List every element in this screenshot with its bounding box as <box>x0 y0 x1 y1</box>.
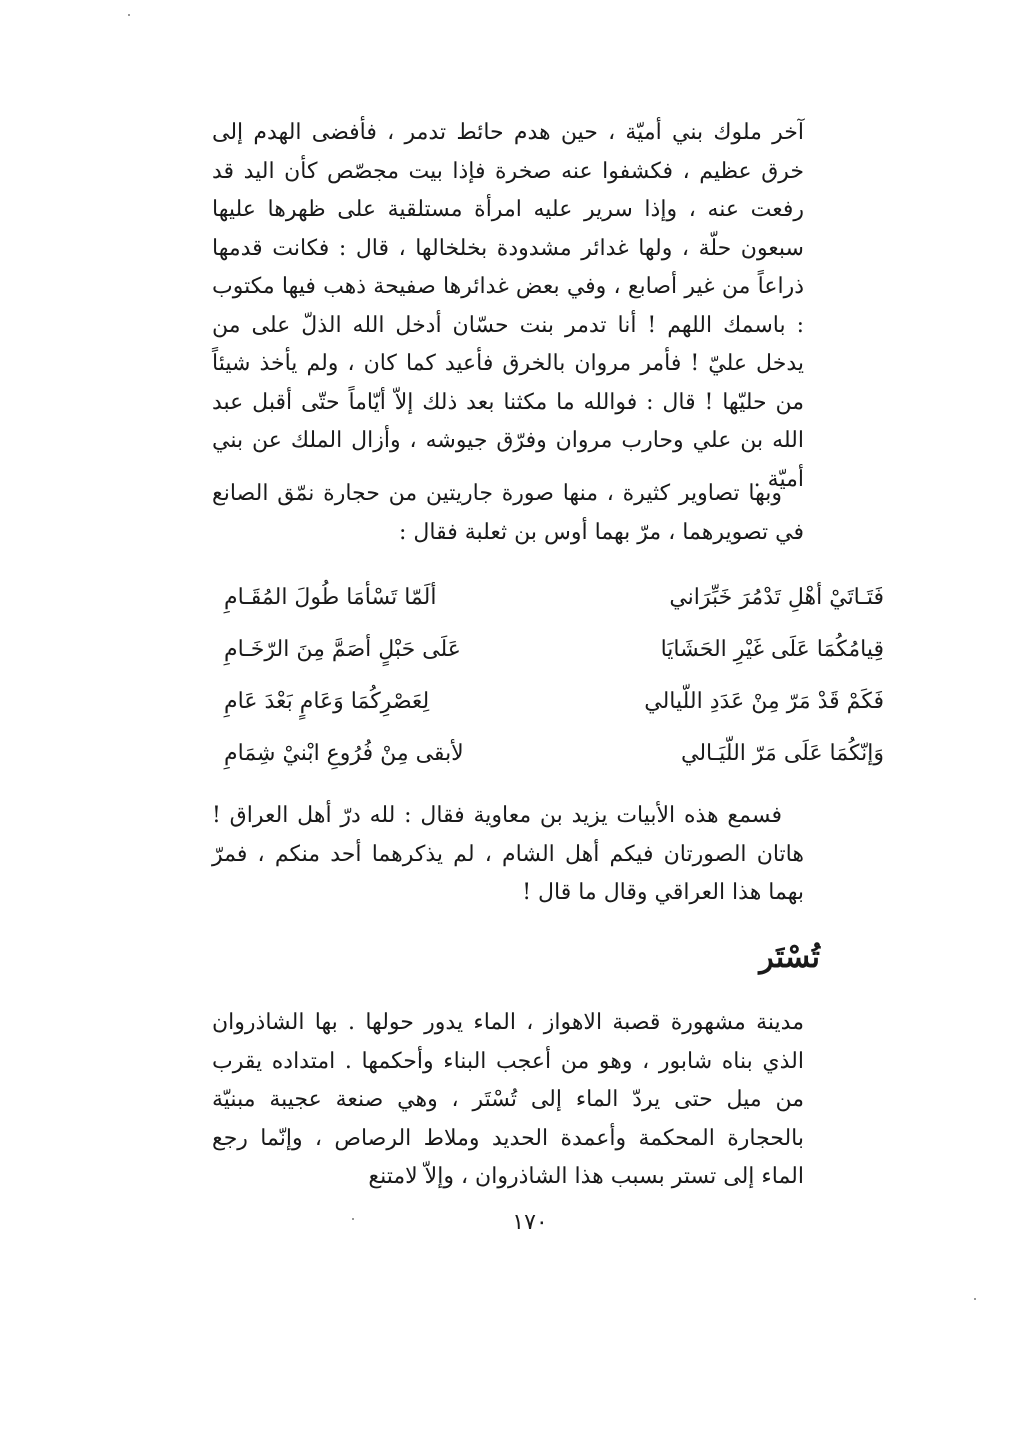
paragraph-tadmur-story <box>212 114 804 499</box>
paragraph-text: آخر ملوك بني أميّة ، حين هدم حائط تدمر ، فأفضى الهدم إلى خرق عظيم ، فكشفوا عنه صخرة فإذا بيت مجصّص كأن اليد قد رفعت عنه ، وإذا سرير عليه امرأة مستلقية على ظهرها عليها سبعون حلّة ، ولها غدائر مشدودة بخلخالها ، قال : فكانت قدمها ذراعاً من غير أصابع ، وفي بعض غدائرها صفيحة ذهب فيها مكتوب : باسمك اللهم ! أنا تدمر بنت حسّان أدخل الله الذلّ على من يدخل عليّ ! فأمر مروان بالخرق فأعيد كما كان ، ولم يأخذ شيئاً من حليّها ! قال : فوالله ما مكثنا بعد ذلك إلاّ أيّاماً حتّى أقبل عبد الله بن علي وحارب مروان وفرّق جيوشه ، وأزال الملك عن بني أميّة . <box>212 120 804 492</box>
section-heading: تُسْتَر <box>759 940 820 975</box>
paragraph-text: فسمع هذه الأبيات يزيد بن معاوية فقال : لله درّ أهل العراق ! هاتان الصورتان فيكم أهل الشام ، لم يذكرهما أحد منكم ، فمرّ بهما هذا العراقي وقال ما قال ! <box>212 803 804 905</box>
paragraph-text: وبها تصاوير كثيرة ، منها صورة جاريتين من حجارة نمّق الصانع في تصويرهما ، مرّ بهما أوس بن ثعلبة فقال : <box>212 481 804 545</box>
verse-first-hemistich: وَإنّكُمَا عَلَى مَرّ اللّيَـالي <box>680 741 884 766</box>
poem-verse <box>224 728 884 780</box>
paragraph-tustar-description <box>212 1004 804 1197</box>
scan-speck <box>128 14 130 16</box>
poem-block <box>224 572 884 780</box>
scan-speck <box>352 1218 354 1220</box>
paragraph-statues-intro <box>212 475 804 552</box>
poem-verse <box>224 676 884 728</box>
verse-second-hemistich: عَلَى حَبْلٍ أصَمَّ مِنَ الرّخَـامِ <box>224 637 461 662</box>
verse-first-hemistich: فَتَـاتَيْ أهْلِ تَدْمُرَ خَبِّرَاني <box>669 585 884 610</box>
verse-second-hemistich: لِعَصْرِكُمَا وَعَامٍ بَعْدَ عَامِ <box>224 689 430 714</box>
verse-second-hemistich: لأبقى مِنْ فُرُوعِ ابْنيْ شِمَامِ <box>224 741 464 766</box>
verse-second-hemistich: ألَمّا تَسْأمَا طُولَ المُقَـامِ <box>224 585 437 610</box>
poem-verse <box>224 572 884 624</box>
verse-first-hemistich: قِيامُكُمَا عَلَى غَيْرِ الحَشَايَا <box>660 637 884 662</box>
paragraph-text: مدينة مشهورة قصبة الاهواز ، الماء يدور حولها . بها الشاذروان الذي بناه شابور ، وهو من أعجب البناء وأحكمها . امتداده يقرب من ميل حتى يردّ الماء إلى تُسْتَر ، وهي صنعة عجيبة مبنيّة بالحجارة المحكمة وأعمدة الحديد وملاط الرصاص ، وإنّما رجع الماء إلى تستر بسبب هذا الشاذروان ، وإلاّ لامتنع <box>212 1010 804 1189</box>
poem-verse <box>224 624 884 676</box>
paragraph-yazid-comment <box>212 797 804 913</box>
verse-first-hemistich: فَكَمْ قَدْ مَرّ مِنْ عَدَدِ اللّيالي <box>644 689 884 714</box>
page-number: ١٧٠ <box>512 1210 548 1235</box>
scan-speck <box>974 1298 976 1300</box>
